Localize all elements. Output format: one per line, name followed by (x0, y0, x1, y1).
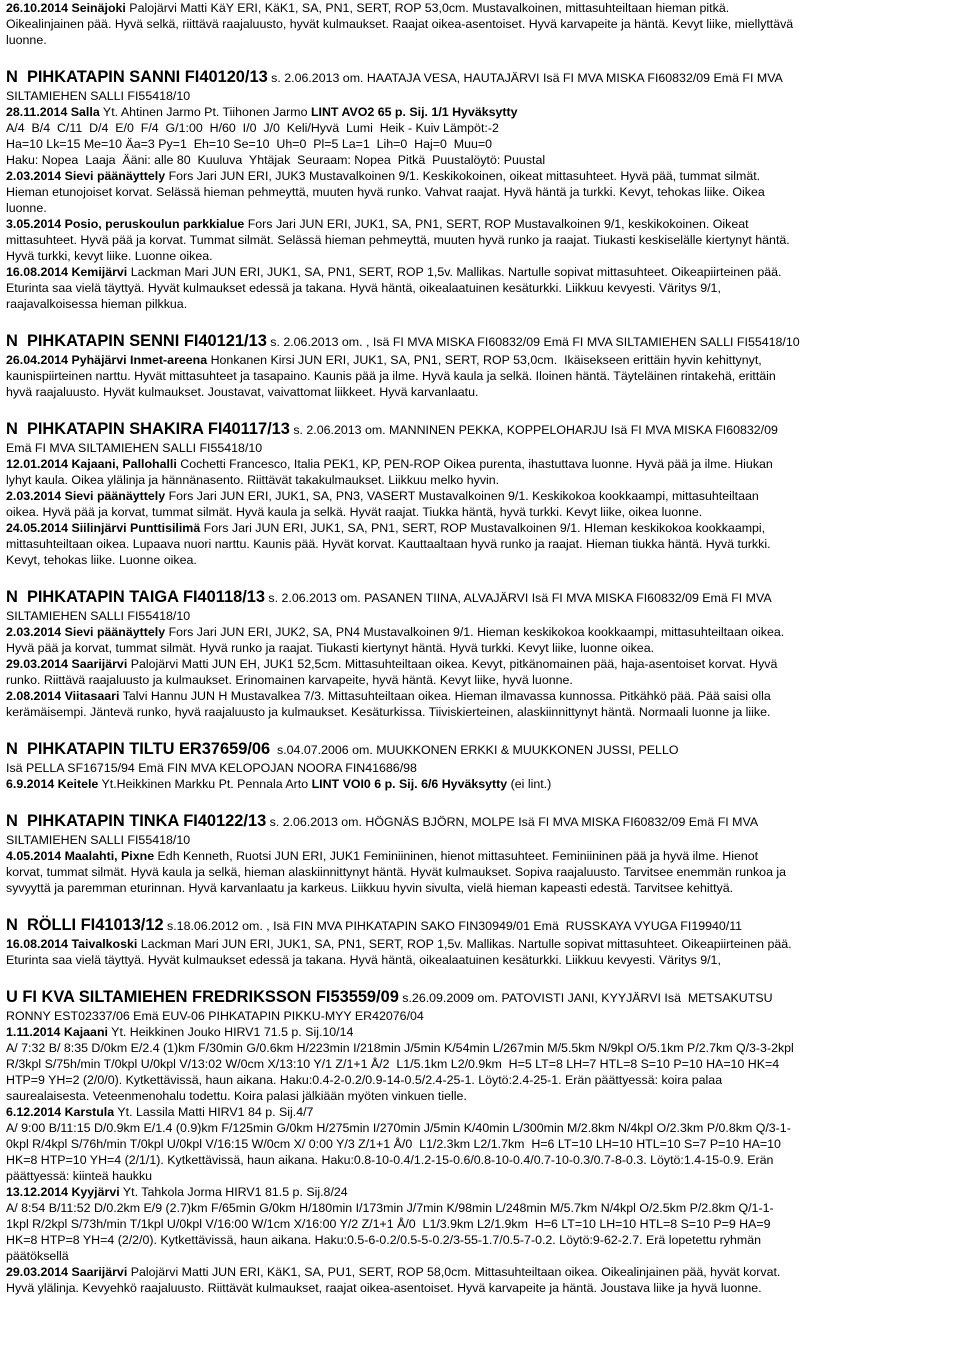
text-segment: Ha=10 Lk=15 Me=10 Äa=3 Py=1 Eh=10 Se=10 Uh=0 Pl=5 La=1 Lih=0 Haj=0 Muu=0 (6, 137, 493, 151)
dog-heading (6, 67, 783, 88)
text-segment: A/ 7:32 B/ 8:35 D/0km E/2.4 (1)km F/30min G/0.6km H/223min I/218min J/5min K/54min L/267min M/5.5km N/9kpl O/5.1km P/2.7km Q/3-3-2kpl (6, 1041, 794, 1055)
text-segment: s. 2.06.2013 om. MANNINEN PEKKA, KOPPELOHARJU Isä FI MVA MISKA FI60832/09 (289, 423, 778, 437)
text-segment: R/3kpl S/75h/min T/0kpl U/0kpl V/13:02 W/0cm X/13:10 Y/1 Z/1+1 Å/2 L1/5.1km L2/0.9km H=5 LT=8 LH=7 HTL=8 S=10 P=10 HA=10 HK=4 (6, 1057, 780, 1071)
text-segment: Fors Jari JUN ERI, JUK2, SA, PN4 Mustavalkoinen 9/1. Hieman keskikokoa kookkaampi, mittasuhteiltaan oikea. (165, 625, 785, 639)
bold-segment: 2.08.2014 Viitasaari (6, 689, 120, 703)
bold-segment: 12.01.2014 Kajaani, Pallohalli (6, 457, 177, 471)
bold-segment: 16.08.2014 Taivalkoski (6, 937, 138, 951)
text-line (6, 848, 758, 864)
bold-segment: 29.03.2014 Saarijärvi (6, 657, 128, 671)
bold-segment: 6.9.2014 Keitele (6, 777, 99, 791)
text-segment: s. 2.06.2013 om. , Isä FI MVA MISKA FI60832/09 Emä FI MVA SILTAMIEHEN SALLI FI55418/10 (266, 335, 800, 349)
bold-segment: 26.04.2014 Pyhäjärvi Inmet-areena (6, 353, 208, 367)
text-segment: saurealaisesta. Veteenmenohalu todettu. Koira palasi jälkiään myöten vinkuen tielle. (6, 1089, 467, 1103)
text-line (6, 640, 654, 656)
text-line (6, 16, 793, 32)
text-line (6, 216, 749, 232)
bold-segment: LINT VOI0 6 p. Sij. 6/6 Hyväksytty (311, 777, 508, 791)
text-segment: oikea. Hyvä pää ja korvat, tummat silmät. Hyvä kaula ja selkä. Hyvät raajat. Tiukka häntä, hyvä turkki. Kevyt liike, oikea luonne. (6, 505, 703, 519)
text-line (6, 1168, 152, 1184)
text-segment: SILTAMIEHEN SALLI FI55418/10 (6, 833, 191, 847)
text-segment: päättyessä: kiinteä haukku (6, 1169, 153, 1183)
text-line (6, 264, 781, 280)
text-line (6, 296, 187, 312)
text-line (6, 552, 197, 568)
text-line (6, 472, 499, 488)
text-line (6, 32, 47, 48)
text-segment: hyvä raajaluusto. Hyvät kulmaukset. Joustavat, vaivattomat liikkeet. Hyvä karvanlaatu. (6, 385, 479, 399)
bold-segment: 2.03.2014 Sievi päänäyttely (6, 169, 166, 183)
text-segment: Haku: Nopea Laaja Ääni: alle 80 Kuuluva Yhtäjak Seuraam: Nopea Pitkä Puustalöytö: Puustal (6, 153, 546, 167)
text-line (6, 120, 499, 136)
text-segment: Yt. Ahtinen Jarmo Pt. Tiihonen Jarmo (99, 105, 311, 119)
text-segment: Hyvä ylälinja. Kevyehkö raajaluusto. Riittävät kulmaukset, raajat oikea-asentoiset. Hyvä karvapeite ja häntä. Joustava liike ja hyvä luonne. (6, 1281, 762, 1295)
dog-heading (6, 987, 773, 1008)
text-line (6, 1152, 773, 1168)
text-line (6, 760, 417, 776)
text-segment: Yt. Heikkinen Jouko HIRV1 71.5 p. Sij.10/14 (107, 1025, 354, 1039)
text-segment: Lackman Mari JUN ERI, JUK1, SA, PN1, SERT, ROP 1,5v. Mallikas. Nartulle sopivat mittasuhteet. Oikeapiirteinen pää. (137, 937, 792, 951)
bold-segment: U FI KVA SILTAMIEHEN FREDRIKSSON FI53559/09 (6, 988, 399, 1006)
text-segment: runko. Riittävä raajaluusto ja kulmaukset. Erinomainen karvapeite, hyvä häntä. Kevyt liike, hyvä luonne. (6, 673, 573, 687)
text-segment: Fors Jari JUN ERI, JUK1, SA, PN1, SERT, ROP Mustavalkoinen 9/1. HIeman keskikokoa kookkaampi, (200, 521, 766, 535)
text-segment: Yt. Lassila Matti HIRV1 84 p. Sij.4/7 (114, 1105, 314, 1119)
text-segment: Oikealinjainen pää. Hyvä selkä, riittävä raajaluusto, hyvät kulmaukset. Raajat oikea-asentoiset. Hyvä karvapeite ja häntä. Kevyt liike, miellyttävä (6, 17, 794, 31)
bold-segment: 13.12.2014 Kyyjärvi (6, 1185, 120, 1199)
text-line (6, 1088, 467, 1104)
text-line (6, 384, 478, 400)
bold-segment: 4.05.2014 Maalahti, Pixne (6, 849, 155, 863)
text-line (6, 1056, 779, 1072)
text-segment: HTP=9 YH=2 (2/0/0). Kytkettävissä, haun aikana. Haku:0.4-2-0.2/0.9-14-0.5/2.4-25-1. Löytö:2.4-25-1. Erän päättyessä: koira palaa (6, 1073, 723, 1087)
text-line (6, 1264, 780, 1280)
bold-segment: N PIHKATAPIN SHAKIRA FI40117/13 (6, 420, 290, 438)
text-line (6, 280, 721, 296)
text-line (6, 1280, 762, 1296)
bold-segment: 28.11.2014 Salla (6, 105, 100, 119)
text-segment: Talvi Hannu JUN H Mustavalkea 7/3. Mittasuhteiltaan oikea. Hieman ilmavassa kunnossa. Pitkähkö pää. Pää saisi olla (119, 689, 771, 703)
text-line (6, 688, 771, 704)
text-line (6, 488, 759, 504)
text-segment: Palojärvi Matti JUN ERI, KäK1, SA, PU1, SERT, ROP 58,0cm. Mittasuhteiltaan oikea. Oikealinjainen pää, hyvät korvat. (127, 1265, 781, 1279)
text-segment: 0kpl R/4kpl S/76h/min T/0kpl U/0kpl V/16:15 W/0cm X/ 0:00 Y/3 Z/1+1 Å/0 L1/2.3km L2/1.7km H=6 LT=10 LH=10 HTL=10 S=7 P=10 HA=10 (6, 1137, 781, 1151)
text-segment: Palojärvi Matti KäY ERI, KäK1, SA, PN1, SERT, ROP 53,0cm. Mustavalkoinen, mittasuhteiltaan hieman pitkä. (125, 1, 730, 15)
text-segment: Palojärvi Matti JUN EH, JUK1 52,5cm. Mittasuhteiltaan oikea. Kevyt, pitkänomainen pää, haja-asentoiset korvat. Hyvä (127, 657, 778, 671)
text-segment: Cochetti Francesco, Italia PEK1, KP, PEN-ROP Oikea purenta, ihastuttava luonne. Hyvä pää ja ilme. Hiukan (176, 457, 773, 471)
text-segment: syvyyttä ja paremman eturinnan. Hyvä karvanlaatu ja karkeus. Liikkuu hyvin sivulta, vielä hieman kapeasti edestä. Tarvitsee kehittyä. (6, 881, 734, 895)
text-segment: Isä PELLA SF16715/94 Emä FIN MVA KELOPOJAN NOORA FIN41686/98 (6, 761, 417, 775)
text-segment: A/ 8:54 B/11:52 D/0.2km E/9 (2.7)km F/65min G/0km H/180min I/173min J/7min K/98min L/248min M/5.7km N/4kpl O/2.5km P/2.8km Q/1-1- (6, 1201, 774, 1215)
dog-heading (6, 587, 772, 608)
text-line (6, 504, 702, 520)
text-line (6, 368, 776, 384)
text-segment: Fors Jari JUN ERI, JUK1, SA, PN1, SERT, ROP Mustavalkoinen 9/1, keskikokoinen. Oikeat (244, 217, 749, 231)
text-segment: Yt.Heikkinen Markku Pt. Pennala Arto (98, 777, 312, 791)
bold-segment: 1.11.2014 Kajaani (6, 1025, 108, 1039)
bold-segment: N PIHKATAPIN SANNI FI40120/13 (6, 68, 268, 86)
text-line (6, 0, 729, 16)
text-segment: Eturinta saa vielä täyttyä. Hyvät kulmaukset edessä ja takana. Hyvä häntä, oikealaatuinen kesäturkki. Liikkuu kevyesti. Väritys 9/1, (6, 953, 721, 967)
text-segment: A/ 9:00 B/11:15 D/0.9km E/1.4 (0.9)km F/125min G/0km H/275min I/270min J/5min K/40min L/300min M/2.8km N/4kpl O/2.3km P/0.8km Q/3-1- (6, 1121, 791, 1135)
text-segment: korvat, tummat silmät. Hyvä kaula ja selkä, hieman alaskiinnittynyt häntä. Hyvät kulmaukset. Sopiva raajaluusto. Tarvitsee enemmän runkoa ja (6, 865, 787, 879)
text-segment: mittasuhteet. Hyvä pää ja korvat. Tummat silmät. Selässä hieman pehmeyttä, muuten hyvä runko ja raajat. Tiukasti keskiselälle kiertynyt häntä. (6, 233, 790, 247)
text-line (6, 536, 771, 552)
text-line (6, 1248, 69, 1264)
text-line (6, 184, 765, 200)
text-segment: Fors Jari JUN ERI, JUK3 Mustavalkoinen 9/1. Keskikokoinen, oikeat mittasuhteet. Hyvä pää, tummat silmät. (165, 169, 761, 183)
text-segment: s.18.06.2012 om. , Isä FIN MVA PIHKATAPIN SAKO FIN30949/01 Emä RUSSKAYA VYUGA FI19940/11 (163, 919, 743, 933)
text-segment: SILTAMIEHEN SALLI FI55418/10 (6, 89, 191, 103)
text-line (6, 1104, 313, 1120)
dog-heading (6, 915, 742, 936)
bold-segment: 26.10.2014 Seinäjoki (6, 1, 126, 15)
text-segment: päätöksellä (6, 1249, 69, 1263)
text-segment: Yt. Tahkola Jorma HIRV1 81.5 p. Sij.8/24 (119, 1185, 348, 1199)
text-line (6, 1184, 348, 1200)
bold-segment: N PIHKATAPIN TILTU ER37659/06 (6, 740, 271, 758)
text-line (6, 456, 773, 472)
dog-heading (6, 419, 778, 440)
text-segment: kerämäisempi. Jäntevä runko, hyvä raajaluusto ja kulmaukset. Kesäturkissa. Tiiviskierteinen, alaskiinnittynyt häntä. Normaali luonne ja liike. (6, 705, 771, 719)
text-line (6, 624, 784, 640)
text-line (6, 1008, 424, 1024)
text-line (6, 672, 573, 688)
bold-segment: 6.12.2014 Karstula (6, 1105, 115, 1119)
text-segment: s.26.09.2009 om. PATOVISTI JANI, KYYJÄRVI Isä METSAKUTSU (398, 991, 773, 1005)
text-line (6, 704, 770, 720)
text-line (6, 1024, 353, 1040)
text-segment: Hyvä pää ja korvat, tummat silmät. Hyvä runko ja raajat. Tiukasti kiertynyt häntä. Hyvä turkki. Kevyt liike, luonne oikea. (6, 641, 655, 655)
text-segment: Fors Jari JUN ERI, JUK1, SA, PN3, VASERT Mustavalkoinen 9/1. Keskikokoa kookkaampi, mittasuhteiltaan (165, 489, 759, 503)
text-line (6, 440, 262, 456)
text-line (6, 1072, 722, 1088)
text-segment: mittasuhteiltaan oikea. Lupaava nuori narttu. Kaunis pää. Hyvät korvat. Kauttaaltaan hyvä runko ja raajat. Hieman tiukka häntä. Hyvä turkki. (6, 537, 771, 551)
text-segment: luonne. (6, 201, 47, 215)
text-line (6, 152, 545, 168)
text-segment: Hieman etunojoiset korvat. Selässä hieman pehmeyttä, muuten hyvä runko. Vahvat raajat. Hyvä häntä ja turkki. Kevyt, tehokas liike. Oikea (6, 185, 765, 199)
bold-segment: N PIHKATAPIN TINKA FI40122/13 (6, 812, 267, 830)
text-segment: Kevyt, tehokas liike. Luonne oikea. (6, 553, 197, 567)
text-segment: lyhyt kaula. Oikea ylälinja ja hännänasento. Riittävät takakulmaukset. Liikkuu melko hyvin. (6, 473, 500, 487)
text-line (6, 1216, 771, 1232)
text-line (6, 200, 47, 216)
text-segment: Lackman Mari JUN ERI, JUK1, SA, PN1, SERT, ROP 1,5v. Mallikas. Nartulle sopivat mittasuhteet. Oikeapiirteinen pää. (127, 265, 782, 279)
text-line (6, 248, 213, 264)
text-segment: Hyvä turkki, kevyt liike. Luonne oikea. (6, 249, 213, 263)
text-segment: Eturinta saa vielä täyttyä. Hyvät kulmaukset edessä ja takana. Hyvä häntä, oikealaatuinen kesäturkki. Liikkuu kevyesti. Väritys 9/1, (6, 281, 721, 295)
text-segment: HK=8 HTP=8 YH=4 (2/2/0). Kytkettävissä, haun aikana. Haku:0.5-6-0.2/0.5-5-0.2/3-55-1.7/0.5-7-0.2. Löytö:9-62-2.7. Erä lopetettu ryhmän (6, 1233, 761, 1247)
text-segment: raajavalkoisessa hieman pilkkua. (6, 297, 188, 311)
text-line (6, 952, 721, 968)
text-line (6, 520, 765, 536)
text-segment: HK=8 HTP=10 YH=4 (2/1/1). Kytkettävissä, haun aikana. Haku:0.8-10-0.4/1.2-15-0.6/0.8-10-0.4/0.7-10-0.3/0.7-8-0.3. Löytö:1.4-15-0.9. Erän (6, 1153, 774, 1167)
text-segment: s. 2.06.2013 om. HAATAJA VESA, HAUTAJÄRVI Isä FI MVA MISKA FI60832/09 Emä FI MVA (267, 71, 783, 85)
text-segment: s.04.07.2006 om. MUUKKONEN ERKKI & MUUKKONEN JUSSI, PELLO (270, 743, 679, 757)
text-segment: s. 2.06.2013 om. HÖGNÄS BJÖRN, MOLPE Isä FI MVA MISKA FI60832/09 Emä FI MVA (266, 815, 759, 829)
text-line (6, 880, 733, 896)
text-line (6, 352, 762, 368)
text-line (6, 608, 190, 624)
dog-heading (6, 331, 800, 352)
bold-segment: LINT AVO2 65 p. Sij. 1/1 Hyväksytty (310, 105, 518, 119)
text-line (6, 136, 492, 152)
bold-segment: N PIHKATAPIN TAIGA FI40118/13 (6, 588, 265, 606)
text-line (6, 1136, 781, 1152)
dog-heading (6, 811, 758, 832)
text-line (6, 656, 777, 672)
text-segment: 1kpl R/2kpl S/73h/min T/1kpl U/0kpl V/16:00 W/1cm X/16:00 Y/2 Z/1+1 Å/0 L1/3.9km L2/1.9km H=6 LT=10 LH=10 HTL=8 S=10 P=9 HA=9 (6, 1217, 771, 1231)
text-segment: s. 2.06.2013 om. PASANEN TIINA, ALVAJÄRVI Isä FI MVA MISKA FI60832/09 Emä FI MVA (264, 591, 772, 605)
bold-segment: 16.08.2014 Kemijärvi (6, 265, 128, 279)
text-segment: RONNY EST02337/06 Emä EUV-06 PIHKATAPIN PIKKU-MYY ER42076/04 (6, 1009, 424, 1023)
text-segment: luonne. (6, 33, 47, 47)
text-line (6, 1040, 794, 1056)
bold-segment: 3.05.2014 Posio, peruskoulun parkkialue (6, 217, 245, 231)
dog-heading (6, 739, 678, 760)
text-line (6, 1120, 791, 1136)
text-line (6, 104, 518, 120)
text-segment: Edh Kenneth, Ruotsi JUN ERI, JUK1 Feminiininen, hienot mittasuhteet. Feminiininen pää ja hyvä ilme. Hienot (154, 849, 759, 863)
text-line (6, 832, 190, 848)
text-segment: A/4 B/4 C/11 D/4 E/0 F/4 G/1:00 H/60 I/0 J/0 Keli/Hyvä Lumi Heik - Kuiv Lämpöt:-2 (6, 121, 499, 135)
text-segment: Honkanen Kirsi JUN ERI, JUK1, SA, PN1, SERT, ROP 53,0cm. Ikäisekseen erittäin hyvin kehittynyt, (207, 353, 762, 367)
bold-segment: 2.03.2014 Sievi päänäyttely (6, 489, 166, 503)
bold-segment: N PIHKATAPIN SENNI FI40121/13 (6, 332, 267, 350)
bold-segment: N RÖLLI FI41013/12 (6, 916, 164, 934)
text-line (6, 936, 792, 952)
bold-segment: 29.03.2014 Saarijärvi (6, 1265, 128, 1279)
bold-segment: 24.05.2014 Siilinjärvi Punttisilimä (6, 521, 201, 535)
text-segment: (ei lint.) (507, 777, 552, 791)
text-line (6, 232, 790, 248)
text-line (6, 776, 551, 792)
text-line (6, 168, 760, 184)
text-line (6, 88, 190, 104)
bold-segment: 2.03.2014 Sievi päänäyttely (6, 625, 166, 639)
text-line (6, 1232, 761, 1248)
text-line (6, 864, 786, 880)
text-segment: SILTAMIEHEN SALLI FI55418/10 (6, 609, 191, 623)
text-line (6, 1200, 774, 1216)
text-segment: kaunispiirteinen narttu. Hyvät mittasuhteet ja tasapaino. Kaunis pää ja ilme. Hyvä kaula ja selkä. Iloinen häntä. Täyteläinen rintakehä, erittäin (6, 369, 776, 383)
text-segment: Emä FI MVA SILTAMIEHEN SALLI FI55418/10 (6, 441, 263, 455)
